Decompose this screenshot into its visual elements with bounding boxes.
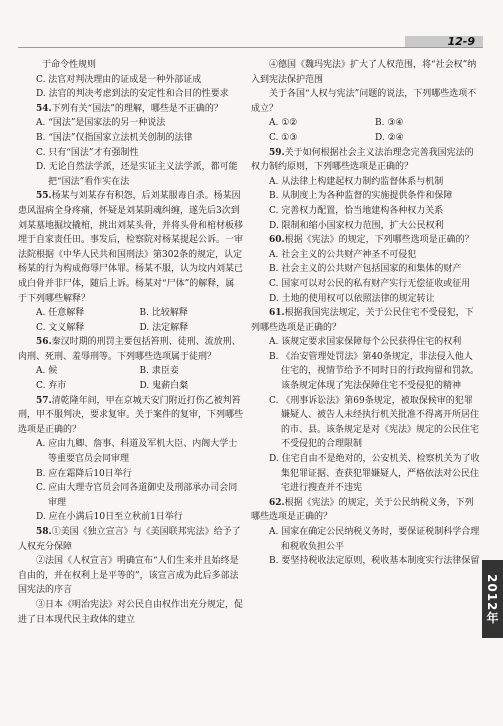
option	[18, 146, 243, 161]
text: B. 社会主义的公共财产包括国家的和集体的财产	[269, 264, 462, 275]
question-text	[18, 525, 243, 554]
text: 关于如何根据社会主义法治理念完善我国宪法的权力制约原则，下列哪些选项是正确的？	[251, 147, 474, 173]
question-text	[18, 598, 243, 627]
question-text	[18, 554, 243, 598]
text: A. 从法律上构建起权力制约监督体系与机制	[269, 176, 444, 187]
option: D. 鬼薪白粲	[139, 381, 189, 392]
option	[251, 554, 481, 569]
option	[251, 525, 481, 554]
question-text	[18, 189, 243, 306]
text: A. 国家在确定公民纳税义务时，要保证税制科学合理和税收负担公平	[269, 527, 480, 552]
text: D. 住宅自由不是绝对的，公安机关、检察机关为了收集犯罪证据、查获犯罪嫌疑人，严格依法对公民住宅进行搜查并不违宪	[269, 454, 480, 494]
text: C. 国家可以对公民的私有财产实行无偿征收或征用	[269, 278, 471, 289]
text: B. “国法”仅指国家立法机关创制的法律	[36, 132, 193, 143]
option	[251, 248, 481, 263]
question-number: 59.	[269, 147, 285, 158]
option	[251, 175, 481, 190]
option	[428, 131, 481, 146]
text: 根据我国宪法规定，关于公民住宅不受侵犯，下列哪些选项是正确的？	[251, 308, 474, 333]
text: B. 从制度上为各种监督的实施提供条件和保障	[269, 191, 453, 202]
option: B. 隶臣妾	[139, 366, 179, 377]
option	[322, 131, 375, 146]
option-row	[18, 379, 243, 394]
question-number: 55.	[36, 191, 52, 202]
text: 关于各国“人权与宪法”问题的说法，下列哪些选项不成立？	[251, 89, 477, 114]
question-text	[251, 233, 481, 248]
text: ③日本《明治宪法》对公民自由权作出充分规定，促进了日本现代民主政体的建立	[18, 599, 244, 625]
text: 杨某与刘某存有积怨，后刘某服毒自杀。杨某因患风湿病全身疼痛，怀疑是刘某阴魂纠缠，遂先后3次到刘某墓地掘坟撬棺，挑出刘某头骨，并将头骨和棺材板移埋于自家责任田。事发后，检察院对杨某提起公诉。一审法院根据《中华人民共和国刑法》第302条的规定，认定杨某的行为构成侮辱尸体罪。杨某不服，认为坟内刘某已成白骨并非尸体，随后上诉。杨某对“尸体”的解释，属于下列哪些解释？	[18, 191, 244, 304]
option	[251, 394, 481, 452]
text: C. 完善权力配置，恰当地建构各种权力关系	[269, 205, 444, 216]
left-column	[18, 58, 243, 627]
text: 清乾隆年间，甲在京城天安门附近打伤乙被判笞刑，甲不服判决，要求复审。关于案件的复审，下列哪些选项是正确的？	[18, 395, 244, 435]
text: C. 只有“国法”才有强制性	[36, 147, 139, 158]
text: ①美国《独立宣言》与《美国联邦宪法》给予了人权充分保障	[18, 527, 241, 552]
option: A. 候	[36, 366, 58, 377]
page-number: 12-9	[447, 35, 475, 48]
question-number: 57.	[36, 395, 52, 406]
text: D. 无论自然法学派，还是实证主义法学派，都可能把“国法”看作实在法	[36, 162, 238, 187]
option	[18, 116, 243, 131]
option	[251, 219, 481, 234]
option	[18, 73, 243, 88]
option-row	[18, 364, 243, 379]
option	[428, 116, 481, 131]
option: D. 法定解释	[139, 322, 189, 333]
option	[18, 58, 243, 73]
option	[18, 131, 243, 146]
option	[18, 510, 243, 525]
option: C. 文义解释	[36, 322, 85, 333]
option	[251, 277, 481, 292]
text: ②法国《人权宣言》明确宣布“人们生来并且始终是自由的，并在权利上是平等的”，该宣言成为此后多部法国宪法的序言	[18, 556, 239, 596]
option: D. ②④	[375, 132, 404, 143]
text: C. 应由大理寺官员会同各道御史及刑部承办司会同审理	[36, 483, 238, 508]
option	[18, 87, 243, 102]
question-text	[251, 306, 481, 335]
option: C. ①③	[269, 132, 298, 143]
option: C. 弃市	[36, 381, 67, 392]
option	[251, 350, 481, 394]
option	[251, 452, 481, 496]
option	[18, 481, 243, 510]
text: ④德国《魏玛宪法》扩大了人权范围，将“社会权”纳入到宪法保护范围	[251, 60, 477, 85]
text: A. 该规定要求国家保障每个公民获得住宅的权利	[269, 337, 462, 348]
question-number: 54.	[36, 103, 52, 114]
text: 秦汉时期的刑罚主要包括笞刑、徒刑、流放刑、肉刑、死刑、羞辱刑等。下列哪些选项属于徒刑？	[18, 337, 241, 362]
text: A. 应由九卿、詹事、科道及军机大臣、内阁大学士等重要官员会同审理	[36, 439, 238, 465]
option-row	[251, 116, 481, 131]
option: B. 比较解释	[139, 308, 188, 319]
question-text	[18, 335, 243, 364]
page-header-bar	[18, 36, 483, 48]
year-side-tab: 2012年	[482, 560, 503, 638]
text: 下列有关“国法”的理解，哪些是不正确的？	[51, 103, 223, 114]
text: B. 要坚持税收法定原则，税收基本制度实行法律保留	[269, 556, 480, 567]
option	[18, 467, 243, 482]
option	[251, 292, 481, 307]
option: A. ①②	[269, 118, 298, 129]
text: B. 《治安管理处罚法》第40条规定，非法侵入他人住宅的，视情节给予不同时日的行政拘留和罚款。该条规定体现了宪法保障住宅不受侵犯的精神	[269, 351, 480, 392]
text: 根据《宪法》的规定，下列哪些选项是正确的？	[284, 235, 474, 246]
option-row	[251, 131, 481, 146]
option	[251, 335, 481, 350]
text: D. 应在小满后10日至立秋前1日举行	[36, 512, 183, 523]
text: B. 应在霜降后10日举行	[36, 468, 132, 479]
question-number: 60.	[269, 235, 285, 246]
option	[18, 160, 243, 189]
text: A. “国法”是国家法的另一种说法	[36, 118, 166, 129]
right-column	[251, 58, 481, 569]
text: D. 土地的使用权可以依照法律的规定转让	[269, 293, 435, 304]
text: D. 限制和缩小国家权力范围，扩大公民权利	[269, 220, 444, 231]
question-text	[18, 394, 243, 438]
text: C. 法官对判决理由的证成是一种外部证成	[36, 74, 202, 85]
question-text	[251, 58, 481, 87]
question-number: 61.	[269, 308, 285, 319]
option	[322, 116, 375, 131]
question-number: 56.	[36, 337, 52, 348]
option-row	[18, 321, 243, 336]
question-text	[18, 102, 243, 117]
question-text	[251, 87, 481, 116]
option: A. 任意解释	[36, 308, 85, 319]
option: B. ③④	[375, 118, 404, 129]
option	[251, 262, 481, 277]
question-number: 62.	[269, 497, 285, 508]
question-text	[251, 496, 481, 525]
text: 根据《宪法》的规定，关于公民纳税义务，下列哪些选项是正确的？	[251, 497, 474, 523]
option	[18, 437, 243, 466]
question-number: 58.	[36, 527, 52, 537]
text: A. 社会主义的公共财产神圣不可侵犯	[269, 249, 417, 260]
text: D. 法官的判决考虑到法的安定性和合目的性要求	[36, 89, 229, 100]
option	[251, 189, 481, 204]
option-row	[18, 306, 243, 321]
option	[251, 204, 481, 219]
text: C. 《刑事诉讼法》第69条规定，被取保候审的犯罪嫌疑人、被告人未经执行机关批准不得离开所居住的市、县。该条规定是对《宪法》规定的公民住宅不受侵犯的合理限制	[269, 395, 480, 450]
question-text	[251, 146, 481, 175]
text: 于命令性规则	[42, 60, 97, 70]
